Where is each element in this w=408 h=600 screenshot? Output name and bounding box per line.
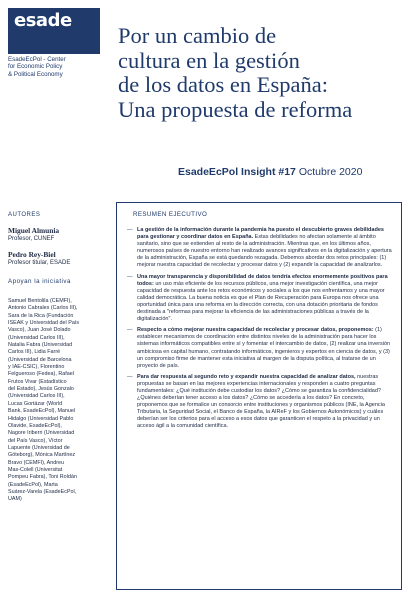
logo-wordmark: esade (14, 10, 72, 31)
authors-heading: AUTORES (8, 212, 41, 218)
supporter-line: Bank, EsadeEcPol), Manuel (8, 408, 76, 415)
supporter-line: (EsadeEcPol), Marta (8, 481, 58, 488)
executive-summary (116, 202, 402, 590)
supporter-line: Antonio Cabrales (Carlos III), (8, 305, 78, 312)
center-line: & Political Economy (8, 70, 63, 78)
dash-bullet: — (127, 273, 133, 280)
insight-line (178, 166, 362, 178)
summary-item-lead: Respecto a cómo mejorar nuestra capacidad de recolectar y procesar datos, proponemos: (137, 327, 374, 334)
author-block (8, 226, 104, 242)
dash-bullet: — (127, 373, 133, 380)
supporter-line: (Universidad de Barcelona (8, 356, 72, 363)
author-role: Profesor, CUNEF (8, 236, 55, 242)
supporter-line: Frutos Vivar (Estadístico (8, 378, 67, 385)
insight-date: Octubre 2020 (298, 166, 363, 178)
summary-item-body: un uso más eficiente de los recursos públicos, una mejor investigación científica, una mejor capacidad de respuesta ante los retos económicos y sociales a los que nos enfrentamos y una mayor calidad democrática. La buena noticia es que el Plan de Recuperación para Europa nos ofrece una oportunidad única para una reforma en la dirección correcta, con una dotación prioritaria de fondos destinada a "reformas para mejorar la eficiencia de las administraciones públicas a través de la digitalización". (137, 280, 385, 323)
supporter-line: Bravo (CEMFI), Andreu (8, 459, 65, 466)
dash-bullet: — (127, 327, 133, 334)
summary-item-body: (1) establecer mecanismos de coordinación entre distintos niveles de la administración para hacer los sistemas informáticos compatibles entre sí y fomentar el intercambio de datos, (2) realizar una inversión ambiciosa en capital humano, contratando informáticos, ingenieros y expertos en ciencia de datos, y (3) un compromiso firme de mantener esta iniciativa al margen de la disputa política, al tratarse de un proyecto de país. (137, 327, 391, 369)
supporter-line: Felgueroso (Fedea), Rafael (8, 371, 74, 378)
supporter-line: (Universidad Carlos III), (8, 334, 65, 341)
supporter-line: Pompeu Fabra), Toni Roldán (8, 474, 77, 481)
author-block (8, 250, 104, 266)
summary-item-lead: Una mayor transparencia y disponibilidad de datos tendría efectos enormemente positivos para todos: (137, 273, 388, 287)
title-line: de los datos en España: (118, 72, 328, 97)
supporter-line: ISEAK y Universidad del País (8, 320, 80, 327)
page-title (118, 24, 402, 122)
center-name (8, 56, 100, 78)
summary-item (127, 374, 393, 431)
supporter-line: Hidalgo (Universidad Pablo (8, 415, 74, 422)
supporter-line: Göteborg), Mónica Martínez (8, 452, 76, 459)
supporter-line: Lucas Gortázar (World (8, 400, 63, 407)
summary-item-body: Estas debilidades no afectan solamente al ámbito sanitario, sino que se extienden al resto de la administración. Mientras que, en los últimos años, numerosos países de nuestro entorno han realizado avances significativos en la digitalización y apertura de la administración, España se está quedando rezagada. Debemos abordar dos retos principales: (1) mejorar nuestra capacidad de recolectar y procesar datos y (2) expandir la capacidad de analizarlos. (137, 234, 392, 269)
insight-series: EsadeEcPol Insight #17 (178, 166, 296, 178)
summary-items (127, 227, 393, 435)
summary-item-lead: La gestión de la información durante la pandemia ha puesto el descubierto graves debilidades para gestionar y coordinar datos en España. (137, 227, 384, 241)
supporter-line: Mas-Colell (Universitat (8, 466, 63, 473)
summary-item (127, 327, 393, 370)
supporter-line: Natalia Fabra (Universidad (8, 342, 73, 349)
title-line: cultura en la gestión (118, 47, 300, 73)
summary-item-lead: Para dar respuesta al segundo reto y expandir nuestra capacidad de analizar datos, (137, 373, 356, 380)
supporter-line: (Universidad Carlos III), (8, 393, 65, 400)
supporter-line: y IAE-CSIC), Florentino (8, 364, 65, 371)
supporter-line: del País Vasco), Víctor (8, 437, 63, 444)
supporters-list (8, 298, 104, 504)
support-heading: Apoyan la iniciativa (8, 278, 71, 285)
supporter-line: del Estado), Jesús Gonzalo (8, 386, 74, 393)
author-role: Profesor titular, ESADE (8, 260, 71, 266)
supporter-line: Olavide, EsadeEcPol), (8, 422, 62, 429)
dash-bullet: — (127, 227, 133, 233)
supporter-line: Carlos III), Lidia Farré (8, 349, 61, 356)
esade-logo (8, 8, 100, 54)
author-name: Miguel Almunia (8, 226, 60, 235)
supporter-line: Suárez-Varela (EsadeEcPol, (8, 488, 77, 495)
supporter-line: Samuel Bentolila (CEMFI), (8, 298, 72, 304)
summary-item-body: nuestras propuestas se basan en las mejores experiencias internacionales y responden a cuatro preguntas fundamentales: ¿Qué institución debe custodiar los datos? ¿Cómo se garantiza la confidencialidad? ¿Quiénes deberían tener acceso a los datos? ¿Cómo se accedería a los datos? En concreto, proponemos que se formalice un consorcio entre instituciones y organismos públicos (INE, la Agencia Tributaria, la Seguridad Social, el Banco de España, la AIReF y los Gobiernos Autonómicos) y cuáles deberían ser los criterios para el acceso a esos datos que garanticen el respeto a la privacidad y un acceso ágil a la comunidad científica. (137, 373, 385, 430)
supporter-line: Sara de la Rica (Fundación (8, 312, 74, 319)
summary-item (127, 227, 393, 270)
supporter-line: Nagore Iriberri (Universidad (8, 430, 75, 437)
title-line: Una propuesta de reforma (118, 96, 353, 122)
sidebar (0, 0, 108, 600)
center-line: for Economic Policy (8, 63, 63, 71)
summary-item (127, 274, 393, 324)
supporter-line: Lapuente (Universidad de (8, 444, 70, 451)
author-name: Pedro Rey-Biel (8, 250, 56, 259)
title-line: Por un cambio de (118, 23, 277, 48)
supporter-line: UAM) (8, 496, 22, 503)
center-line: EsadeEcPol - Center (8, 56, 66, 63)
supporter-line: Vasco), Juan José Dolado (8, 327, 71, 334)
summary-heading: RESUMEN EJECUTIVO (133, 211, 208, 218)
